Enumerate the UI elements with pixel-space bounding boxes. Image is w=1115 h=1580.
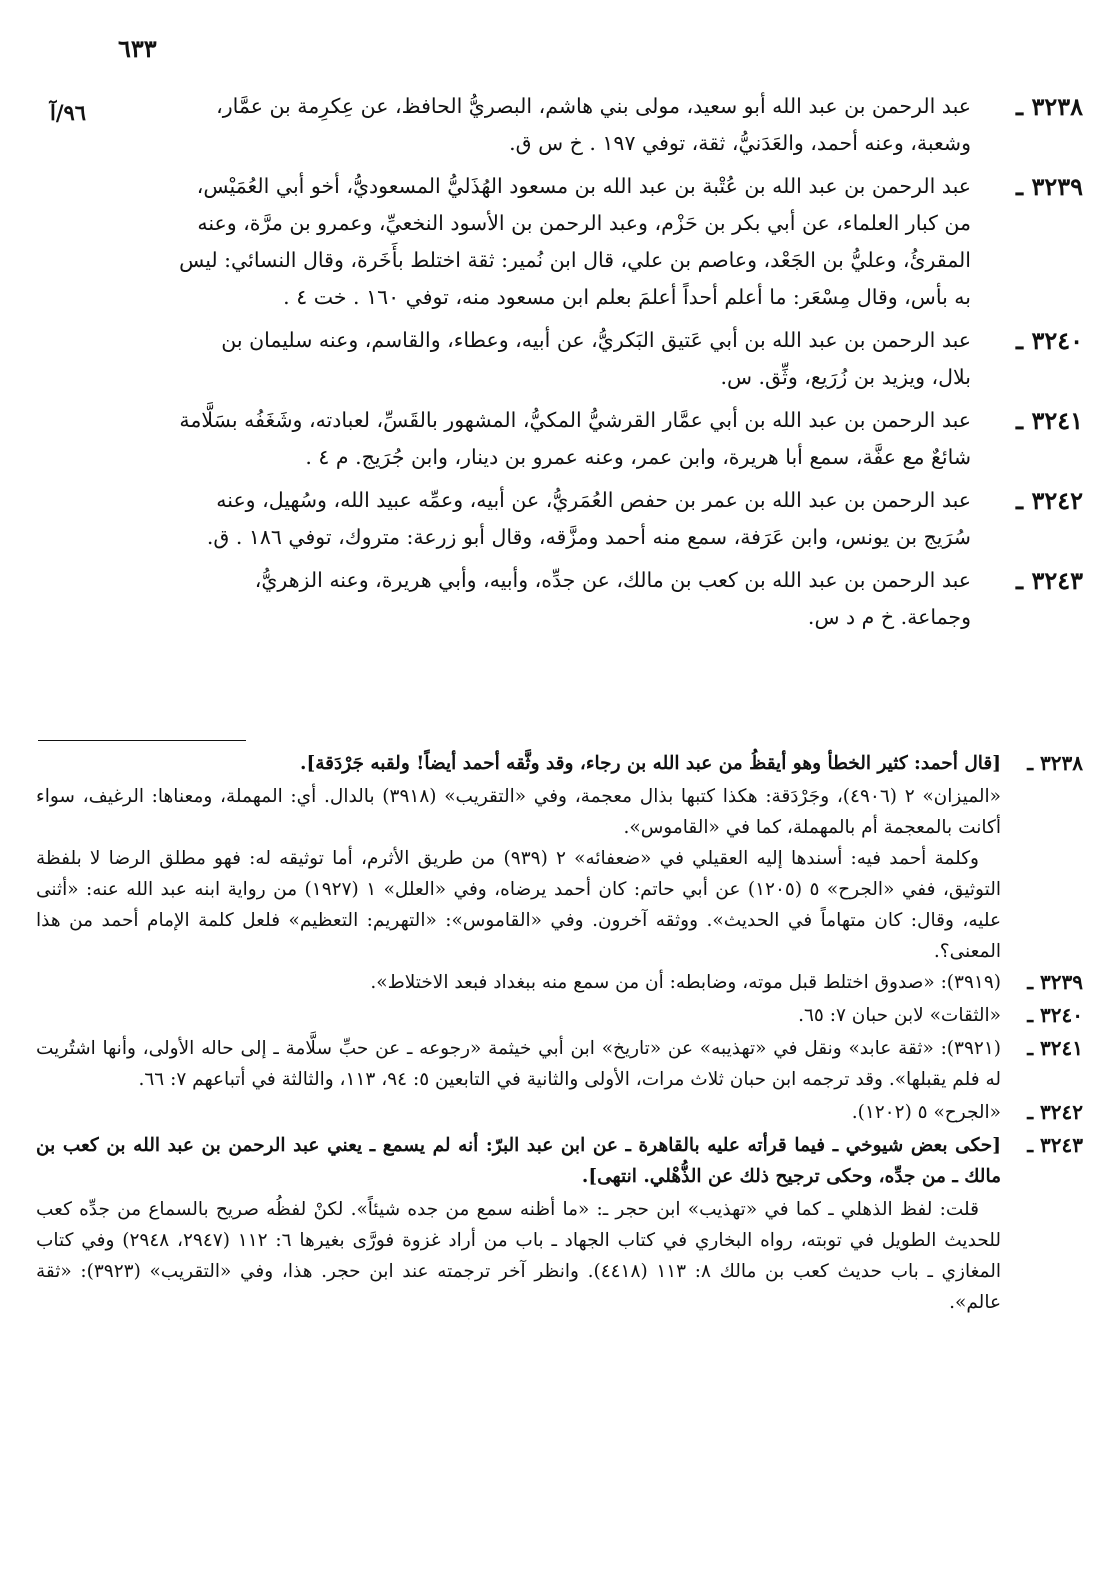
note-text: وكلمة أحمد فيه: أسندها إليه العقيلي في «ضعفائه» ٢ (٩٣٩) من طريق الأثرم، أما توثيقه له: فهو مطلق الرضا لا بلفظة التوثيق، ففي «الجرح» ٥ (١٢٠٥) عن أبي حاتم: كان أحمد يرضاه، وفي «العلل» ١ (١٩٢٧) من رواية ابنه عبد الله عنه: «أثنى عليه، وقال: كان متهاماً في الحديث». ووثقه آخرون. وفي «القاموس»: «التهريم: التعظيم» فلعل كلمة الإمام أحمد من هذا المعنى؟. (36, 848, 1001, 962)
note-text: «الثقات» لابن حبان ٧: ٦٥. (798, 1005, 1001, 1026)
entry-line: عبد الرحمن بن عبد الله بن كعب بن مالك، عن جدِّه، وأبيه، وأبي هريرة، وعنه الزهريُّ، (254, 568, 971, 592)
entry-line: به بأس، وقال مِسْعَر: ما أعلم أحداً أعلمَ بعلم ابن مسعود منه، توفي ١٦٠ . خت ٤ . (283, 285, 971, 309)
note-number: ٣٢٣٨ ـ (1027, 751, 1083, 775)
entry-line: بلال، ويزيد بن زُرَيع، وثِّق. س. (720, 365, 971, 389)
note-3239 (36, 967, 1083, 998)
note-number: ٣٢٤١ ـ (1027, 1036, 1083, 1060)
note-3241 (36, 1033, 1083, 1095)
note-text: «الجرح» ٥ (١٢٠٢). (851, 1102, 1001, 1123)
note-text: [حكى بعض شيوخي ـ فيما قرأته عليه بالقاهرة ـ عن ابن عبد البرّ: أنه لم يسمع ـ يعني عبد الرحمن بن عبد الله بن كعب بن مالك ـ من جدِّه، وحكى ترجيح ذلك عن الذُّهْلي. انتهى]. (36, 1135, 1001, 1187)
entry-line: وجماعة. خ م د س. (807, 605, 971, 629)
footnote-separator (38, 740, 246, 741)
note-text: (٣٩١٩): «صدوق اختلط قبل موته، وضابطه: أن من سمع منه ببغداد فبعد الاختلاط». (370, 972, 1001, 993)
note-3242 (36, 1097, 1083, 1128)
entry-line: سُرَيج بن يونس، وابن عَرَفة، سمع منه أحمد ومزَّقه، وقال أبو زرعة: متروك، توفي ١٨٦ . ق. (206, 525, 971, 549)
entry-line: عبد الرحمن بن عبد الله بن عُتْبة بن عبد الله بن مسعود الهُذَليُّ المسعوديُّ، أخو أبي العُمَيْس، (196, 174, 971, 198)
entry-number: ٣٢٤١ ـ (1016, 406, 1083, 435)
entry-3239 (132, 168, 1083, 316)
note-number: ٣٢٤٢ ـ (1027, 1100, 1083, 1124)
entry-line: عبد الرحمن بن عبد الله بن أبي عَتيق البَكريُّ، عن أبيه، وعطاء، والقاسم، وعنه سليمان بن (221, 328, 971, 352)
entry-line: المقرئُ، وعليُّ بن الجَعْد، وعاصم بن علي، قال ابن نُمير: ثقة اختلط بأَخَرة، وقال النسائي: ليس (179, 248, 971, 272)
entry-line: عبد الرحمن بن عبد الله بن أبي عمَّار القرشيُّ المكيُّ، المشهور بالقَسِّ، لعبادته، وشَغَفُه بسَلَّامة (179, 408, 971, 432)
note-3238-cont (36, 781, 1083, 967)
entry-number: ٣٢٣٨ ـ (1016, 92, 1083, 121)
entry-3238 (132, 88, 1083, 162)
entry-number: ٣٢٤٠ ـ (1016, 326, 1083, 355)
entry-number: ٣٢٤٢ ـ (1016, 486, 1083, 515)
note-3238 (36, 748, 1083, 779)
note-3243 (36, 1130, 1083, 1192)
note-text: [قال أحمد: كثير الخطأ وهو أيقظُ من عبد الله بن رجاء، وقد وثَّقه أحمد أيضاً! ولقبه جَرْدَقة]. (300, 753, 1001, 774)
entry-3240 (132, 322, 1083, 396)
note-text: «الميزان» ٢ (٤٩٠٦)، وجَرْدَقة: هكذا كتبها بذال معجمة، وفي «التقريب» (٣٩١٨) بالدال. أي: المهملة، ومعناها: الرغيف، سواء أكانت بالمعجمة أم بالمهملة، كما في «القاموس». (36, 786, 1001, 838)
entry-number: ٣٢٣٩ ـ (1016, 172, 1083, 201)
entry-3243 (132, 562, 1083, 636)
note-text: (٣٩٢١): «ثقة عابد» ونقل في «تهذيبه» عن «تاريخ» ابن أبي خيثمة «رجوعه ـ عن حبِّ سلَّامة ـ إلى حاله الأولى، وأنها اشتُريت له فلم يقبلها». وقد ترجمه ابن حبان ثلاث مرات، الأولى والثانية في التابعين ٥: ٩٤، ١١٣، والثالثة في أتباعهم ٧: ٦٦. (36, 1038, 1001, 1090)
note-text: قلت: لفظ الذهلي ـ كما في «تهذيب» ابن حجر ـ: «ما أظنه سمع من جده شيئاً». لكنْ لفظُه صريح بالسماع من جدِّه كعب للحديث الطويل في توبته، رواه البخاري في كتاب الجهاد ـ باب من أراد غزوة فورَّى بغيرها ٦: ١١٢ (٢٩٤٧، ٢٩٤٨) وفي كتاب المغازي ـ باب حديث كعب بن مالك ٨: ١١٣ (٤٤١٨). وانظر آخر ترجمته عند ابن حجر. هذا، وفي «التقريب» (٣٩٢٣): «ثقة عالم». (36, 1199, 1001, 1313)
note-3240 (36, 1000, 1083, 1031)
margin-note: ٩٦/آ (50, 100, 87, 125)
entry-line: عبد الرحمن بن عبد الله أبو سعيد، مولى بني هاشم، البصريُّ الحافظ، عن عِكرِمة بن عمَّار، (216, 94, 971, 118)
note-number: ٣٢٤٠ ـ (1027, 1003, 1083, 1027)
entry-line: عبد الرحمن بن عبد الله بن عمر بن حفص العُمَريُّ، عن أبيه، وعمِّه عبيد الله، وسُهيل، وعنه (216, 488, 971, 512)
page-number: ٦٣٣ (118, 34, 157, 63)
entry-number: ٣٢٤٣ ـ (1016, 566, 1083, 595)
entry-3242 (132, 482, 1083, 556)
note-3243-cont (36, 1194, 1083, 1318)
note-number: ٣٢٤٣ ـ (1027, 1133, 1083, 1157)
main-entries (132, 88, 1083, 642)
footnotes (36, 748, 1083, 1318)
entry-line: من كبار العلماء، عن أبي بكر بن حَزْم، وعبد الرحمن بن الأسود النخعيِّ، وعمرو بن مرَّة، وعنه (197, 211, 971, 235)
entry-line: وشعبة، وعنه أحمد، والعَدَنيُّ، ثقة، توفي ١٩٧ . خ س ق. (509, 131, 971, 155)
note-number: ٣٢٣٩ ـ (1027, 970, 1083, 994)
entry-line: شائعٌ مع عفَّة، سمع أبا هريرة، وابن عمر، وعنه عمرو بن دينار، وابن جُرَيج. م ٤ . (305, 445, 971, 469)
entry-3241 (132, 402, 1083, 476)
